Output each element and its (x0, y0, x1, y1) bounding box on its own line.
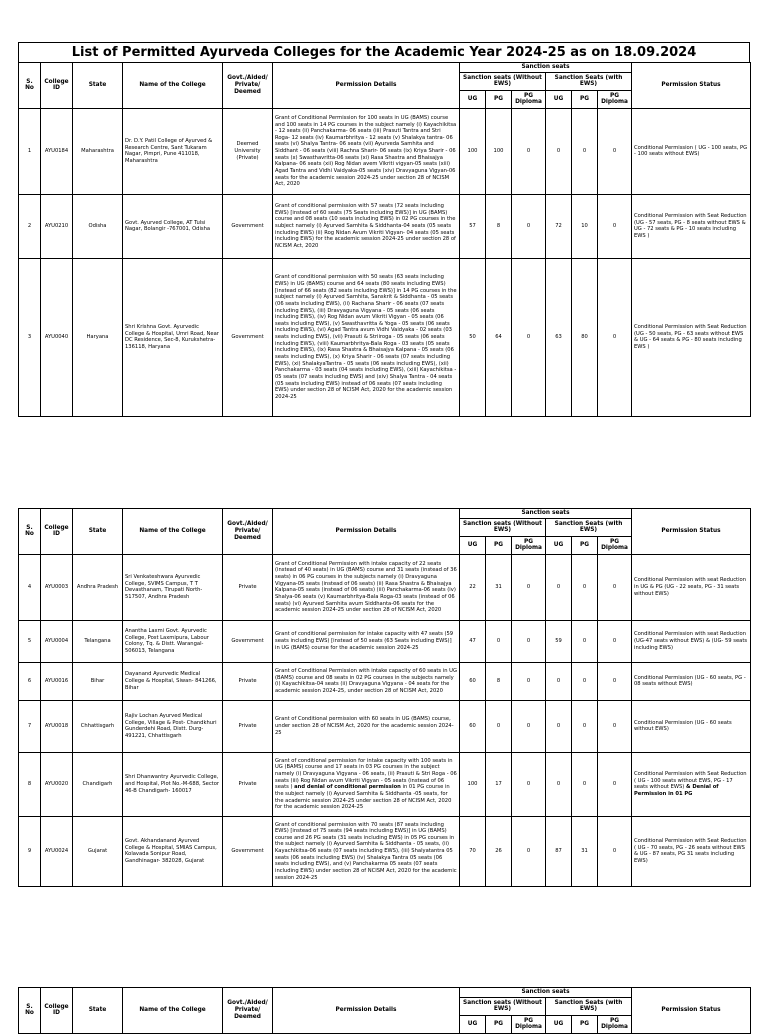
cell-status: Conditional Permission with seat Reduction (UG-47 seats without EWS) & (UG- 59 seats including EWS) (632, 620, 751, 662)
cell-pgd-ews: 0 (598, 620, 632, 662)
details-text: Grant of conditional permission for intake capacity with 100 seats in UG (BAMS) course and 17 seats in 03 PG courses in the subject namely (i) Dravyaguna Vigyana - 06 seats, (ii) Prasuti & Stri Roga - 06 seats (iii) Rog Nidan avum Vikriti Vigyan - 05 seats (instead of 06 seats ) (275, 757, 457, 791)
header-details: Permission Details (273, 63, 460, 109)
header-without-ews: Sanction seats (Without EWS) (460, 72, 546, 90)
cell-name: Govt. Ayurved College, AT Tulsi Nagar, Bolangir -767001, Odisha (123, 194, 223, 258)
cell-ug: 100 (460, 752, 486, 816)
cell-pg: 64 (486, 258, 512, 416)
cell-status (632, 752, 751, 816)
cell-state: Haryana (73, 258, 123, 416)
cell-sno: 1 (19, 108, 41, 194)
cell-status: Conditional Permission ( UG - 100 seats, PG - 100 seats without EWS) (632, 108, 751, 194)
cell-pg: 0 (486, 620, 512, 662)
header-ug-ews: UG (546, 1015, 572, 1033)
header-with-ews: Sanction Seats (with EWS) (546, 72, 632, 90)
colleges-table-3 (18, 987, 751, 1034)
cell-college-id: AYU0040 (41, 258, 73, 416)
cell-details (273, 752, 460, 816)
cell-state: Andhra Pradesh (73, 554, 123, 620)
cell-sno: 3 (19, 258, 41, 416)
header-without-ews: Sanction seats (Without EWS) (460, 997, 546, 1015)
cell-pg-ews: 0 (572, 662, 598, 700)
cell-ug-ews: 0 (546, 554, 572, 620)
cell-sno: 5 (19, 620, 41, 662)
cell-college-id: AYU0184 (41, 108, 73, 194)
cell-ug: 60 (460, 662, 486, 700)
header-ug-ews: UG (546, 536, 572, 554)
cell-type: Private (223, 554, 273, 620)
page-title: List of Permitted Ayurveda Colleges for the Academic Year 2024-25 as on 18.09.2024 (18, 42, 750, 62)
cell-ug-ews: 87 (546, 816, 572, 886)
cell-status: Conditional Permission with Seat Reduction (UG - 50 seats, PG - 63 seats without EWS & UG - 64 seats & PG - 80 seats including EWS ) (632, 258, 751, 416)
cell-ug: 47 (460, 620, 486, 662)
header-status: Permission Status (632, 63, 751, 109)
header-without-ews: Sanction seats (Without EWS) (460, 518, 546, 536)
header-name: Name of the College (123, 988, 223, 1034)
cell-name: Dr. D.Y. Patil College of Ayurved & Research Centre, Sant Tukaram Nagar, Pimpri, Pune 411018, Maharashtra (123, 108, 223, 194)
cell-pg: 8 (486, 194, 512, 258)
header-type: Govt./Aided/ Private/ Deemed (223, 509, 273, 555)
cell-college-id: AYU0210 (41, 194, 73, 258)
header-sno: S. No (19, 509, 41, 555)
cell-college-id: AYU0018 (41, 700, 73, 752)
table-row (19, 662, 751, 700)
header-status: Permission Status (632, 988, 751, 1034)
cell-pgd-ews: 0 (598, 662, 632, 700)
table-row (19, 752, 751, 816)
cell-ug-ews: 0 (546, 700, 572, 752)
details-text-end: in 01 PG course in the subject namely (i) Ayurved Samhita & Siddhanta -05 seats, for the academic session 2024-25 under section 28 of NCISM Act, 2020 for the academic session 2024-25 (275, 784, 452, 811)
header-pg-diploma-ews: PG Diploma (598, 536, 632, 554)
cell-type: Private (223, 700, 273, 752)
cell-name: Sri Venkateshwara Ayurvedic College, SVIMS Campus, T T Devasthanam, Tirupati North-517507, Andhra Pradesh (123, 554, 223, 620)
cell-pgd: 0 (512, 662, 546, 700)
cell-state: Chandigarh (73, 752, 123, 816)
cell-pgd-ews: 0 (598, 816, 632, 886)
cell-ug: 57 (460, 194, 486, 258)
header-pg: PG (486, 90, 512, 108)
cell-name: Dayanand Ayurvedic Medical College & Hospital, Siwan- 841266, Bihar (123, 662, 223, 700)
header-pg: PG (486, 536, 512, 554)
header-ug: UG (460, 536, 486, 554)
colleges-table-2 (18, 508, 751, 887)
header-with-ews: Sanction Seats (with EWS) (546, 518, 632, 536)
header-type: Govt./Aided/ Private/ Deemed (223, 988, 273, 1034)
cell-college-id: AYU0020 (41, 752, 73, 816)
cell-state: Telangana (73, 620, 123, 662)
cell-pg-ews: 0 (572, 620, 598, 662)
colleges-table-1 (18, 62, 751, 417)
cell-details: Grant of conditional permission for intake capacity with 47 seats (59 seats including EWS) [instead of 50 seats (63 Seats including EWS)] in UG (BAMS) course for the academic session 2024-25 (273, 620, 460, 662)
cell-ug-ews: 0 (546, 108, 572, 194)
header-pg-diploma: PG Diploma (512, 536, 546, 554)
cell-state: Chhattisgarh (73, 700, 123, 752)
cell-ug: 70 (460, 816, 486, 886)
header-details: Permission Details (273, 988, 460, 1034)
header-name: Name of the College (123, 509, 223, 555)
cell-name: Shri Dhanwantry Ayurvedic College, and Hospital, Plot No.-M-688, Sector 46-B Chandigarh- 160017 (123, 752, 223, 816)
cell-type: Government (223, 194, 273, 258)
cell-pgd: 0 (512, 554, 546, 620)
cell-sno: 2 (19, 194, 41, 258)
cell-ug: 60 (460, 700, 486, 752)
cell-ug-ews: 63 (546, 258, 572, 416)
cell-status: Conditional Permission with Seat Reduction (UG - 57 seats, PG - 8 seats without EWS & UG - 72 seats & PG - 10 seats including EWS ) (632, 194, 751, 258)
cell-college-id: AYU0016 (41, 662, 73, 700)
cell-details: Grant of Conditional permission with 60 seats in UG (BAMS) course, under section 28 of NCISM Act, 2020 for the academic session 2024-25 (273, 700, 460, 752)
header-ug-ews: UG (546, 90, 572, 108)
header-ug: UG (460, 90, 486, 108)
header-details: Permission Details (273, 509, 460, 555)
header-name: Name of the College (123, 63, 223, 109)
cell-pg-ews: 0 (572, 700, 598, 752)
cell-name: Govt. Akhandanand Ayurved College & Hospital, SMIAS Campus, Kolavada Sonipur Road, Gandhinagar- 382028, Gujarat (123, 816, 223, 886)
cell-state: Gujarat (73, 816, 123, 886)
cell-pgd: 0 (512, 700, 546, 752)
cell-pg: 8 (486, 662, 512, 700)
cell-pgd-ews: 0 (598, 108, 632, 194)
table-row (19, 554, 751, 620)
cell-type: Private (223, 752, 273, 816)
header-pg-diploma-ews: PG Diploma (598, 1015, 632, 1033)
cell-details: Grant of conditional permission with 50 seats (63 seats including EWS) in UG (BAMS) course and 64 seats (80 seats including EWS) [instead of 66 seats (82 seats including EWS)] in 14 PG courses in the subject namely (i) Ayurved Samhita, Sanskrit & Siddhanta - 05 seats (06 seats including EWS), (ii) Rachana Sharir - 06 seats (07 seats including EWS), (iii) Dravyaguna Vigyana - 05 seats (06 seats including EWS), (iv) Rog Nidan avum Vikriti Vigyan - 05 seats (06 seats including EWS), (v) Swasthavritta & Yoga - 05 seats (06 seats including EWS), (vi) Agad Tantra avum Vidhi Vaidyaka - 02 seats (03 seats including EWS), (vii) Prasuti & Striiroga - 05 seats (06 seats including EWS), (viii) Kaumarbhritya-Bala Roga - 03 seats (05 seats including EWS), (ix) Rasa Shastra & Bhaisajya Kalpana - 05 seats (06 seats including EWS), (x) Kriya Sharir - 06 seats (07 seats including EWS), (xi) ShalakyaTantra - 05 seats (06 seats including EWS), (xii) Panchakarma - 03 seats (04 seats including EWS), (xiii) Kayachikitsa - 05 seats (07 seats including EWS) and (xiv) Shalya Tantra - 04 seats (05 seats including EWS) instead of 06 seats (07 seats including EWS) under section 28 of NCISM Act, 2020 for the academic session 2024-25 (273, 258, 460, 416)
header-ug: UG (460, 1015, 486, 1033)
table-row (19, 194, 751, 258)
cell-pgd-ews: 0 (598, 194, 632, 258)
header-pg-diploma: PG Diploma (512, 90, 546, 108)
header-status: Permission Status (632, 509, 751, 555)
cell-name: Anantha Laxmi Govt. Ayurvedic College, Post Laxmipura, Labour Colony, Tq. & Distt. Warangal-506013, Telangana (123, 620, 223, 662)
cell-pg-ews: 10 (572, 194, 598, 258)
cell-ug-ews: 0 (546, 662, 572, 700)
cell-state: Bihar (73, 662, 123, 700)
cell-pgd: 0 (512, 108, 546, 194)
header-sanction: Sanction seats (460, 509, 632, 519)
cell-pg-ews: 0 (572, 554, 598, 620)
cell-name: Shri Krishna Govt. Ayurvedic College & Hospital, Umri Road, Near DC Residence, Sec-8, Kurukshetra-136118, Haryana (123, 258, 223, 416)
table-row (19, 816, 751, 886)
table-row (19, 700, 751, 752)
header-pg-ews: PG (572, 90, 598, 108)
table-row (19, 108, 751, 194)
cell-pgd: 0 (512, 258, 546, 416)
cell-pg: 31 (486, 554, 512, 620)
cell-sno: 6 (19, 662, 41, 700)
cell-pg-ews: 0 (572, 752, 598, 816)
cell-ug-ews: 59 (546, 620, 572, 662)
cell-type: Government (223, 258, 273, 416)
cell-pg-ews: 80 (572, 258, 598, 416)
cell-sno: 8 (19, 752, 41, 816)
cell-pgd: 0 (512, 816, 546, 886)
header-state: State (73, 988, 123, 1034)
cell-pg-ews: 0 (572, 108, 598, 194)
header-sanction: Sanction seats (460, 988, 632, 998)
cell-type: Deemed University (Private) (223, 108, 273, 194)
header-college-id: College ID (41, 988, 73, 1034)
cell-status: Conditional Permission with seat Reduction in UG & PG (UG - 22 seats, PG - 31 seats without EWS) (632, 554, 751, 620)
cell-college-id: AYU0003 (41, 554, 73, 620)
header-sanction: Sanction seats (460, 63, 632, 73)
header-state: State (73, 509, 123, 555)
cell-pg: 26 (486, 816, 512, 886)
header-type: Govt./Aided/ Private/ Deemed (223, 63, 273, 109)
cell-details: Grant of conditional permission with 57 seats (72 seats including EWS) [instead of 60 seats (75 Seats including EWS)] in UG (BAMS) course and 08 seats (10 seats including EWS) in 02 PG courses in the subject namely (i) Ayurved Samhita & Siddhanta-04 seats (05 seats including EWS) (ii) Rog Nidan Avum Vikriti Vigyan- 04 seats (05 seats including EWS) for the academic session 2024-25 under section 28 of NCISM Act, 2020 (273, 194, 460, 258)
status-denial-text: & Denial of Permission in 01 PG (634, 784, 719, 798)
cell-pgd-ews: 0 (598, 752, 632, 816)
header-state: State (73, 63, 123, 109)
cell-pg-ews: 31 (572, 816, 598, 886)
header-pg-diploma-ews: PG Diploma (598, 90, 632, 108)
header-sno: S. No (19, 63, 41, 109)
cell-ug-ews: 0 (546, 752, 572, 816)
header-sno: S. No (19, 988, 41, 1034)
table-row (19, 258, 751, 416)
cell-college-id: AYU0004 (41, 620, 73, 662)
header-pg-ews: PG (572, 1015, 598, 1033)
cell-pg: 17 (486, 752, 512, 816)
status-text: Conditional Permission with Seat Reduction ( UG - 100 seats without EWS, PG - 17 seats without EWS) (634, 771, 747, 791)
cell-type: Government (223, 816, 273, 886)
cell-details: Grant of conditional permission with 70 seats (87 seats including EWS) [instead of 75 seats (94 seats including EWS)] in UG (BAMS) course and 26 PG seats (31 seats including EWS) in 05 PG courses in the subject namely (i) Ayurved Samhita & Siddhanta - 05 seats, (ii) Kayachikitsa-06 seats (07 seats including EWS), (iii) Shalyatantra 05 seats (06 seats including EWS) (iv) Shalakya Tantra 05 seats (06 seats including EWS), and (v) Panchakarma 05 seats (07 seats including EWS) under section 28 of NCISM Act, 2020 for the academic session 2024-25 (273, 816, 460, 886)
cell-ug: 50 (460, 258, 486, 416)
cell-type: Private (223, 662, 273, 700)
header-pg: PG (486, 1015, 512, 1033)
cell-pg: 0 (486, 700, 512, 752)
details-denial-text: and denial of conditional permission (294, 784, 401, 791)
cell-sno: 9 (19, 816, 41, 886)
cell-pgd: 0 (512, 620, 546, 662)
cell-ug: 22 (460, 554, 486, 620)
header-pg-ews: PG (572, 536, 598, 554)
header-with-ews: Sanction Seats (with EWS) (546, 997, 632, 1015)
cell-status: Conditional Permission (UG - 60 seats without EWS) (632, 700, 751, 752)
cell-pgd-ews: 0 (598, 258, 632, 416)
cell-state: Maharashtra (73, 108, 123, 194)
table-row (19, 620, 751, 662)
cell-pg: 100 (486, 108, 512, 194)
cell-ug: 100 (460, 108, 486, 194)
header-pg-diploma: PG Diploma (512, 1015, 546, 1033)
cell-status: Conditional Permission (UG - 60 seats, PG - 08 seats without EWS) (632, 662, 751, 700)
cell-status: Conditional Permission with Seat Reduction ( UG - 70 seats, PG - 26 seats without EWS & UG - 87 seats, PG 31 seats including EWS) (632, 816, 751, 886)
header-college-id: College ID (41, 509, 73, 555)
cell-state: Odisha (73, 194, 123, 258)
header-college-id: College ID (41, 63, 73, 109)
cell-pgd: 0 (512, 752, 546, 816)
cell-sno: 7 (19, 700, 41, 752)
cell-type: Government (223, 620, 273, 662)
cell-sno: 4 (19, 554, 41, 620)
cell-pgd-ews: 0 (598, 700, 632, 752)
cell-name: Rajiv Lochan Ayurved Medical College, Village & Post- Chandkhuri Gunderdehi Road, Distt. Durg- 491221, Chhattisgarh (123, 700, 223, 752)
cell-college-id: AYU0024 (41, 816, 73, 886)
cell-details: Grant of Conditional Permission for 100 seats in UG (BAMS) course and 100 seats in 14 PG courses in the subject namely (i) Kayachikitsa - 12 seats (ii) Panchakarma- 06 seats (iii) Prasuti Tantra and Stri Roga- 12 seats (iv) Kaumarbhritya - 12 seats (v) Shalakya tantra- 06 seats (vi) Shalya Tantra- 06 seats (vii) Ayurveda Samhita and Siddhant - 06 seats (viii) Rachna Sharir- 06 seats (ix) Kriya Sharir - 06 seats (x) Swasthavritta-06 seats (xi) Rasa Shastra and Bhaisajya Kalpana- 06 seats (xii) Rog Nidan avem Vikriti vigyan-05 seats (xiii) Agad Tantra and Vidhi Vaidyaka-05 seats (xiv) Dravyaguna Vigyan-06 seats for the academic session 2024-25 under section 28 of NCISM Act, 2020 (273, 108, 460, 194)
cell-pgd: 0 (512, 194, 546, 258)
cell-details: Grant of Conditional Permission with intake capacity of 22 seats (instead of 40 seats) in UG (BAMS) course and 31 seats (instead of 36 seats) in 06 PG courses in the subjects namely (i) Dravyaguna Vigyana-05 seats (instead of 06 seats) (ii) Rasa Shastra & Bhaisajya Kalpana-05 seats (instead of 06 seats) (iii) Panchakarma-06 seats (iv) Shalya-06 seats (v) Kaumarbhritya-Bala Roga-03 seats (instead of 06 seats) (vi) Ayurved Samhita avum Siddhanta-06 seats for the academic session 2024-25 under section 28 of NCISM Act, 2020 (273, 554, 460, 620)
cell-ug-ews: 72 (546, 194, 572, 258)
cell-pgd-ews: 0 (598, 554, 632, 620)
cell-details: Grant of Conditional Permission with intake capacity of 60 seats in UG (BAMS) course and 08 seats in 02 PG courses in the subjects namely (i) Kayachikitsa-04 seats (ii) Dravyaguna Vigyana - 04 seats for the academic session 2024-25, under section 28 of NCISM Act, 2020 (273, 662, 460, 700)
